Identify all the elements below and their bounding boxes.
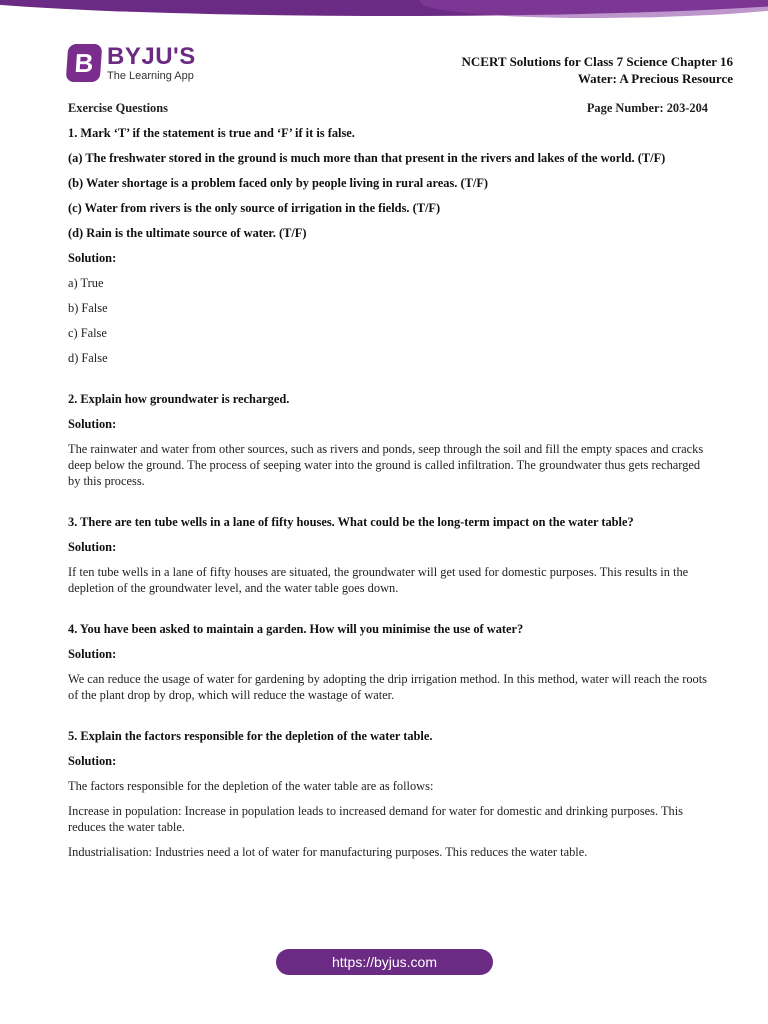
solution-label-3: Solution: [68, 540, 117, 554]
answer-2: The rainwater and water from other sources, such as rivers and ponds, seep through the soil and fill the empty spaces and cracks deep below the ground. The process of seeping water into the ground is called infiltration. The groundwater thus gets recharged by this process. [68, 442, 704, 488]
question-2: 2. Explain how groundwater is recharged. [68, 392, 290, 406]
section-header-row [68, 101, 708, 116]
question-1: 1. Mark ‘T’ if the statement is true and ‘F’ if it is false. [68, 126, 355, 140]
top-decorative-band [0, 0, 768, 26]
byjus-logo [67, 44, 196, 82]
question-4: 4. You have been asked to maintain a garden. How will you minimise the use of water? [68, 622, 524, 636]
question-1-part-a: (a) The freshwater stored in the ground is much more than that present in the rivers and lakes of the world. (T/F) [68, 151, 666, 165]
document-body [68, 101, 708, 869]
spacer [68, 375, 708, 391]
answer-1-a: a) True [68, 276, 104, 290]
logo-mark-icon: B [66, 44, 103, 82]
logo-tagline: The Learning App [107, 69, 194, 82]
section-label: Exercise Questions [68, 101, 168, 115]
answer-3: If ten tube wells in a lane of fifty houses are situated, the groundwater will get used for domestic purposes. This results in the depletion of the groundwater level, and the water table goes down. [68, 565, 689, 595]
answer-1-d: d) False [68, 351, 108, 365]
answer-5-factor-population: Increase in population: Increase in population leads to increased demand for water for domestic and drinking purposes. This reduces the water table. [68, 804, 683, 834]
answer-5-intro: The factors responsible for the depletion of the water table are as follows: [68, 779, 434, 793]
spacer [68, 498, 708, 514]
answer-4: We can reduce the usage of water for gardening by adopting the drip irrigation method. In this method, water will reach the roots of the plant drop by drop, which will reduce the wastage of water. [68, 672, 707, 702]
answer-5-factor-industrialisation: Industrialisation: Industries need a lot of water for manufacturing purposes. This reduces the water table. [68, 845, 588, 859]
question-1-part-b: (b) Water shortage is a problem faced only by people living in rural areas. (T/F) [68, 176, 489, 190]
footer-url-link[interactable]: https://byjus.com [276, 949, 493, 975]
page-number: Page Number: 203-204 [586, 101, 708, 115]
question-5: 5. Explain the factors responsible for the depletion of the water table. [68, 729, 433, 743]
spacer [68, 712, 708, 728]
solution-label-1: Solution: [68, 251, 117, 265]
question-1-part-d: (d) Rain is the ultimate source of water. (T/F) [68, 226, 307, 240]
solution-label-4: Solution: [68, 647, 117, 661]
question-1-part-c: (c) Water from rivers is the only source of irrigation in the fields. (T/F) [68, 201, 441, 215]
answer-1-c: c) False [68, 326, 107, 340]
solution-label-5: Solution: [68, 754, 117, 768]
logo-wordmark [107, 42, 196, 82]
document-header-title [462, 53, 733, 87]
logo-name: BYJU'S [107, 42, 196, 70]
header-title-line2: Water: A Precious Resource [577, 71, 733, 86]
spacer [68, 605, 708, 621]
question-3: 3. There are ten tube wells in a lane of fifty houses. What could be the long-term impact on the water table? [68, 515, 634, 529]
answer-1-b: b) False [68, 301, 108, 315]
solution-label-2: Solution: [68, 417, 117, 431]
header-title-line1: NCERT Solutions for Class 7 Science Chapter 16 [461, 54, 733, 69]
